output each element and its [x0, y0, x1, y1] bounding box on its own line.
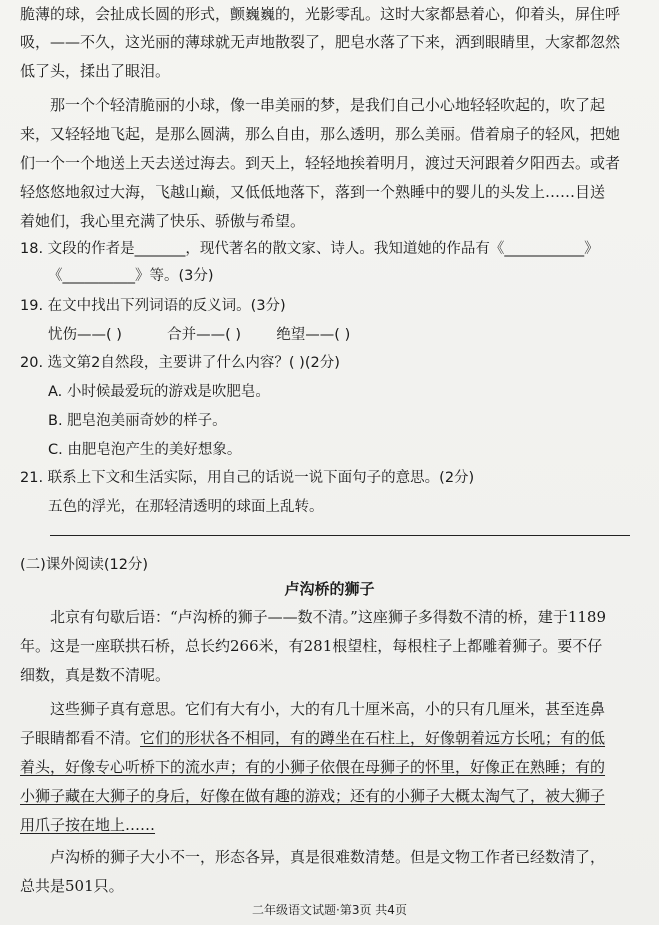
answer-line — [50, 535, 630, 536]
article-line: 卢沟桥的狮子大小不一，形态各异，真是很难数清楚。但是文物工作者已经数清了， — [50, 848, 606, 866]
antonym-pair-2: 合并——( ) — [167, 327, 242, 343]
passage-line: 吸，——不久，这光丽的薄球就无声地散裂了，肥皂水落了下来，洒到眼睛里，大家都忽然 — [20, 33, 621, 51]
antonym-pair-3: 绝望——( ) — [276, 327, 351, 343]
passage-line: 着她们，我心里充满了快乐、骄傲与希望。 — [20, 212, 306, 230]
article-line: 总共是501只。 — [20, 877, 124, 895]
question-18-cont: 《__________》等。(3分) — [48, 268, 214, 284]
passage-line: 脆薄的球，会扯成长圆的形式，颤巍巍的，光影零乱。这时大家都悬着心，仰着头，屏住呼 — [20, 5, 621, 23]
underlined-sentence: 用爪子按在地上…… — [20, 816, 156, 834]
question-19-pairs — [0, 324, 659, 346]
underlined-sentence: 着头，好像专心听桥下的流水声；有的小狮子依偎在母狮子的怀里，好像正在熟睡；有的 — [20, 758, 606, 776]
passage-line: 低了头，揉出了眼泪。 — [20, 62, 171, 80]
passage-line: 轻悠悠地叙过大海，飞越山巅，又低低地落下，落到一个熟睡中的婴儿的头发上……目送 — [20, 183, 606, 201]
article-line — [0, 727, 659, 749]
article-line: 这些狮子真有意思。它们有大有小，大的有几十厘米高，小的只有几厘米，甚至连鼻 — [50, 700, 606, 718]
question-20: 20. 选文第2自然段，主要讲了什么内容？( )(2分) — [20, 355, 340, 371]
antonym-pair-1: 忧伤——( ) — [48, 327, 122, 343]
section-heading: (二)课外阅读(12分) — [20, 557, 149, 573]
article-line — [0, 785, 659, 807]
passage-line: 来，又轻轻地飞起，是那么圆满，那么自由，那么透明，那么美丽。借着扇子的轻风，把她 — [20, 125, 621, 143]
option-c: C. 由肥皂泡产生的美好想象。 — [48, 442, 242, 458]
option-b: B. 肥皂泡美丽奇妙的样子。 — [48, 413, 227, 429]
article-line — [0, 814, 659, 836]
article-text: 子眼睛都看不清。 — [20, 729, 141, 747]
article-title: 卢沟桥的狮子 — [284, 580, 375, 598]
page-footer: 二年级语文试题·第3页 共4页 — [252, 903, 407, 917]
article-line: 年。这是一座联拱石桥，总长约266米，有281根望柱，每根柱子上都雕着狮子。要不仔 — [20, 637, 603, 655]
question-21: 21. 联系上下文和生活实际，用自己的话说一说下面句子的意思。(2分) — [20, 470, 475, 486]
option-a: A. 小时候最爱玩的游戏是吹肥皂。 — [48, 384, 270, 400]
question-21-sentence: 五色的浮光，在那轻清透明的球面上乱转。 — [48, 499, 324, 515]
article-line: 细数，真是数不清呢。 — [20, 666, 171, 684]
question-19: 19. 在文中找出下列词语的反义词。(3分) — [20, 298, 286, 314]
passage-line: 们一个一个地送上天去送过海去。到天上，轻轻地挨着明月，渡过天河跟着夕阳西去。或者 — [20, 154, 621, 172]
article-line — [0, 756, 659, 778]
underlined-sentence: 小狮子藏在大狮子的身后，好像在做有趣的游戏；还有的小狮子大概太淘气了，被大狮子 — [20, 787, 606, 805]
question-18: 18. 文段的作者是_______，现代著名的散文家、诗人。我知道她的作品有《___________》 — [20, 241, 599, 257]
article-line: 北京有句歇后语：“卢沟桥的狮子——数不清。”这座狮子多得数不清的桥，建于1189 — [50, 608, 607, 626]
passage-line: 那一个个轻清脆丽的小球，像一串美丽的梦，是我们自己小心地轻轻吹起的，吹了起 — [50, 96, 606, 114]
underlined-sentence: 它们的形状各不相同，有的蹲坐在石柱上，好像朝着远方长吼；有的低 — [140, 729, 606, 747]
